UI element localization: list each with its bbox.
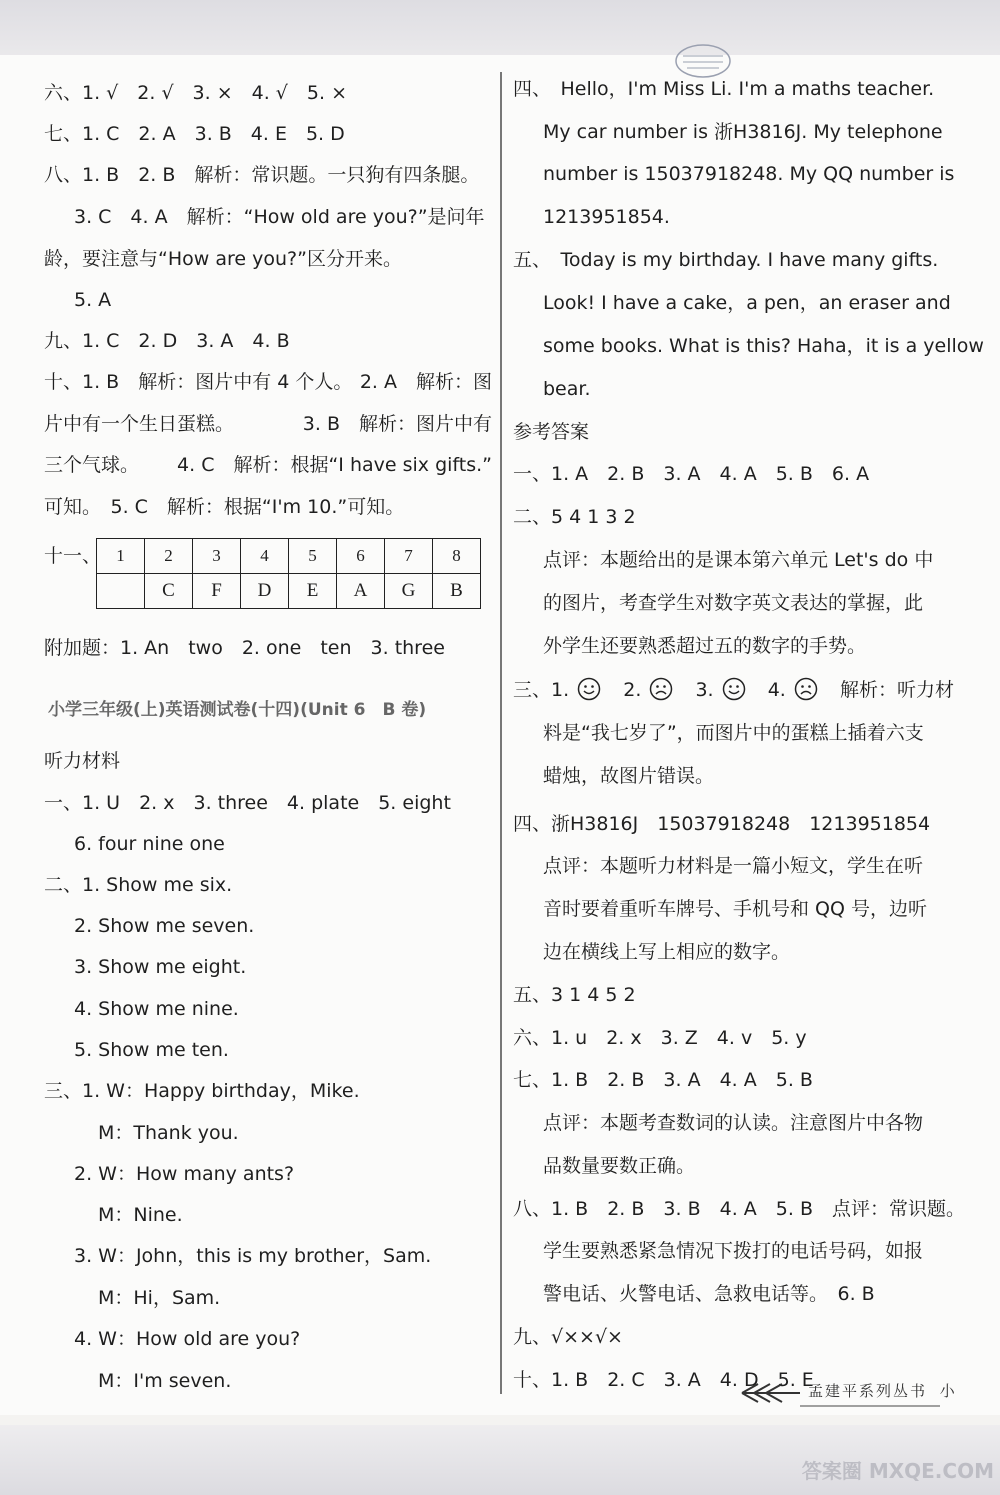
answer-line: 九、1. C 2. D 3. A 4. B [44, 330, 290, 352]
answer-line: 学生要熟悉紧急情况下拨打的电话号码，如报 [543, 1240, 924, 1262]
answer-line: 品数量要数正确。 [543, 1155, 696, 1177]
answer-line: 八、1. B 2. B 3. B 4. A 5. B 点评：常识题。 [513, 1198, 965, 1220]
series-text: 孟建平系列丛书 [808, 1382, 928, 1400]
answer-line: 3. C 4. A 解析：“How old are you?”是问年 [74, 206, 485, 228]
answer-line: 六、1. u 2. x 3. Z 4. v 5. y [513, 1027, 807, 1049]
series-name [808, 1378, 957, 1404]
answer-line: 音时要着重听车牌号、手机号和 QQ 号，边听 [543, 898, 927, 920]
answer-segment: 十、1. B 解析：图片中有 4 个人。 [44, 371, 353, 393]
stamp-seal-icon [673, 42, 733, 80]
answer-line: 1213951854. [543, 206, 670, 228]
sad-face-icon [794, 677, 818, 701]
section-title: 小学三年级(上)英语测试卷(十四)(Unit 6 B 卷) [48, 700, 427, 720]
answer-line: M：I'm seven. [98, 1370, 232, 1392]
answer-line: 4. Show me nine. [74, 998, 239, 1020]
grid-cell: 7 [385, 539, 433, 574]
column-divider [500, 72, 502, 1394]
answer-grid [96, 538, 481, 609]
grid-cell [97, 574, 145, 609]
answer-line: 边在横线上写上相应的数字。 [543, 941, 791, 963]
answer-line: M：Thank you. [98, 1122, 239, 1144]
grid-cell: E [289, 574, 337, 609]
grid-row-answers [97, 574, 481, 609]
answer-segment: 解析：听力材 [839, 679, 954, 701]
answer-line: 七、1. C 2. A 3. B 4. E 5. D [44, 123, 345, 145]
grid-cell: A [337, 574, 385, 609]
answer-line: 三、1. W：Happy birthday，Mike. [44, 1080, 360, 1102]
grid-cell: 2 [145, 539, 193, 574]
answer-line: 外学生还要熟悉超过五的数字的手势。 [543, 635, 867, 657]
answer-line: 6. four nine one [74, 833, 225, 855]
answer-line: 一、1. U 2. x 3. three 4. plate 5. eight [44, 792, 451, 814]
site-logo: 答案圈 MXQE.COM [801, 1459, 994, 1483]
grid-cell: B [433, 574, 481, 609]
grid-cell: 3 [193, 539, 241, 574]
answer-line: 十、1. B 2. C 3. A 4. D 5. E [513, 1369, 814, 1391]
answer-line: 蜡烛，故图片错误。 [543, 765, 715, 787]
grid-row-numbers [97, 539, 481, 574]
answer-segment: 2. [623, 679, 642, 701]
ref-title: 参考答案 [513, 421, 590, 443]
answer-line: 二、5 4 1 3 2 [513, 506, 636, 528]
answer-segment: 3. B 解析：图片中有 [302, 413, 492, 435]
answer-line: 5. A [74, 289, 112, 311]
answer-segment: 4. C 解析：根据“I have six gifts.” [177, 454, 492, 476]
smiley-face-icon [722, 677, 746, 701]
answer-line: 四、浙H3816J 15037918248 1213951854 [513, 813, 931, 835]
answer-line: 点评：本题听力材料是一篇小短文，学生在听 [543, 855, 924, 877]
answer-line: 2. Show me seven. [74, 915, 255, 937]
answer-line: 的图片，考查学生对数字英文表达的掌握，此 [543, 592, 924, 614]
answer-line: 3. W：John，this is my brother，Sam. [74, 1245, 432, 1267]
answer-line: 四、 Hello，I'm Miss Li. I'm a maths teacher. [513, 78, 935, 100]
answer-line [44, 369, 492, 395]
answer-segment: 3. [695, 679, 714, 701]
grid-cell: 4 [241, 539, 289, 574]
answer-line [44, 411, 492, 437]
answer-line: 点评：本题考查数词的认读。注意图片中各物 [543, 1112, 924, 1134]
grid-cell: 1 [97, 539, 145, 574]
smiley-face-icon [577, 677, 601, 701]
grid-cell: D [241, 574, 289, 609]
grid-cell: C [145, 574, 193, 609]
top-margin [0, 0, 1000, 62]
answer-line: 九、√××√× [513, 1326, 623, 1348]
answer-line: M：Hi，Sam. [98, 1287, 221, 1309]
grid-cell: F [193, 574, 241, 609]
answer-line: 4. W：How old are you? [74, 1328, 301, 1350]
listen-title: 听力材料 [44, 750, 121, 772]
answer-line: bear. [543, 378, 591, 400]
grid-cell: G [385, 574, 433, 609]
answer-line: M：Nine. [98, 1204, 183, 1226]
answer-line: number is 15037918248. My QQ number is [543, 163, 955, 185]
grid-cell: 6 [337, 539, 385, 574]
grid-label: 十一、 [44, 545, 102, 567]
answer-line: 五、 Today is my birthday. I have many gifts. [513, 249, 939, 271]
grid-cell: 5 [289, 539, 337, 574]
answer-line: 七、1. B 2. B 3. A 4. A 5. B [513, 1069, 813, 1091]
answer-line: 六、1. √ 2. √ 3. × 4. √ 5. × [44, 82, 347, 104]
answer-line: 2. W：How many ants? [74, 1163, 295, 1185]
answer-line: 八、1. B 2. B 解析：常识题。一只狗有四条腿。 [44, 164, 480, 186]
answer-line [44, 452, 492, 478]
answer-segment: 2. A 解析：图 [359, 371, 492, 393]
answer-line: 龄，要注意与“How are you?”区分开来。 [44, 248, 402, 270]
answer-line: 料是“我七岁了”，而图片中的蛋糕上插着六支 [543, 722, 924, 744]
page-mark: 小 [939, 1382, 957, 1400]
answer-segment: 4. [767, 679, 786, 701]
answer-line: 3. Show me eight. [74, 956, 247, 978]
answer-line: My car number is 浙H3816J. My telephone [543, 121, 943, 143]
answer-segment: 片中有一个生日蛋糕。 [44, 413, 235, 435]
answer-line: 点评：本题给出的是课本第六单元 Let's do 中 [543, 549, 934, 571]
answer-line: 五、3 1 4 5 2 [513, 984, 636, 1006]
answer-line [513, 677, 954, 703]
answer-line: 可知。 5. C 解析：根据“I'm 10.”可知。 [44, 496, 405, 518]
answer-line: some books. What is this? Haha，it is a yellow [543, 335, 984, 357]
answer-line: 附加题：1. An two 2. one ten 3. three [44, 637, 445, 659]
answer-segment: 三个气球。 [44, 454, 140, 476]
sad-face-icon [649, 677, 673, 701]
grid-cell: 8 [433, 539, 481, 574]
answer-line: 5. Show me ten. [74, 1039, 229, 1061]
answer-line: 警电话、火警电话、急救电话等。 6. B [543, 1283, 875, 1305]
answer-line: Look! I have a cake，a pen，an eraser and [543, 292, 951, 314]
answer-segment: 三、1. [513, 679, 570, 701]
answer-line: 一、1. A 2. B 3. A 4. A 5. B 6. A [513, 463, 870, 485]
answer-line: 二、1. Show me six. [44, 874, 233, 896]
